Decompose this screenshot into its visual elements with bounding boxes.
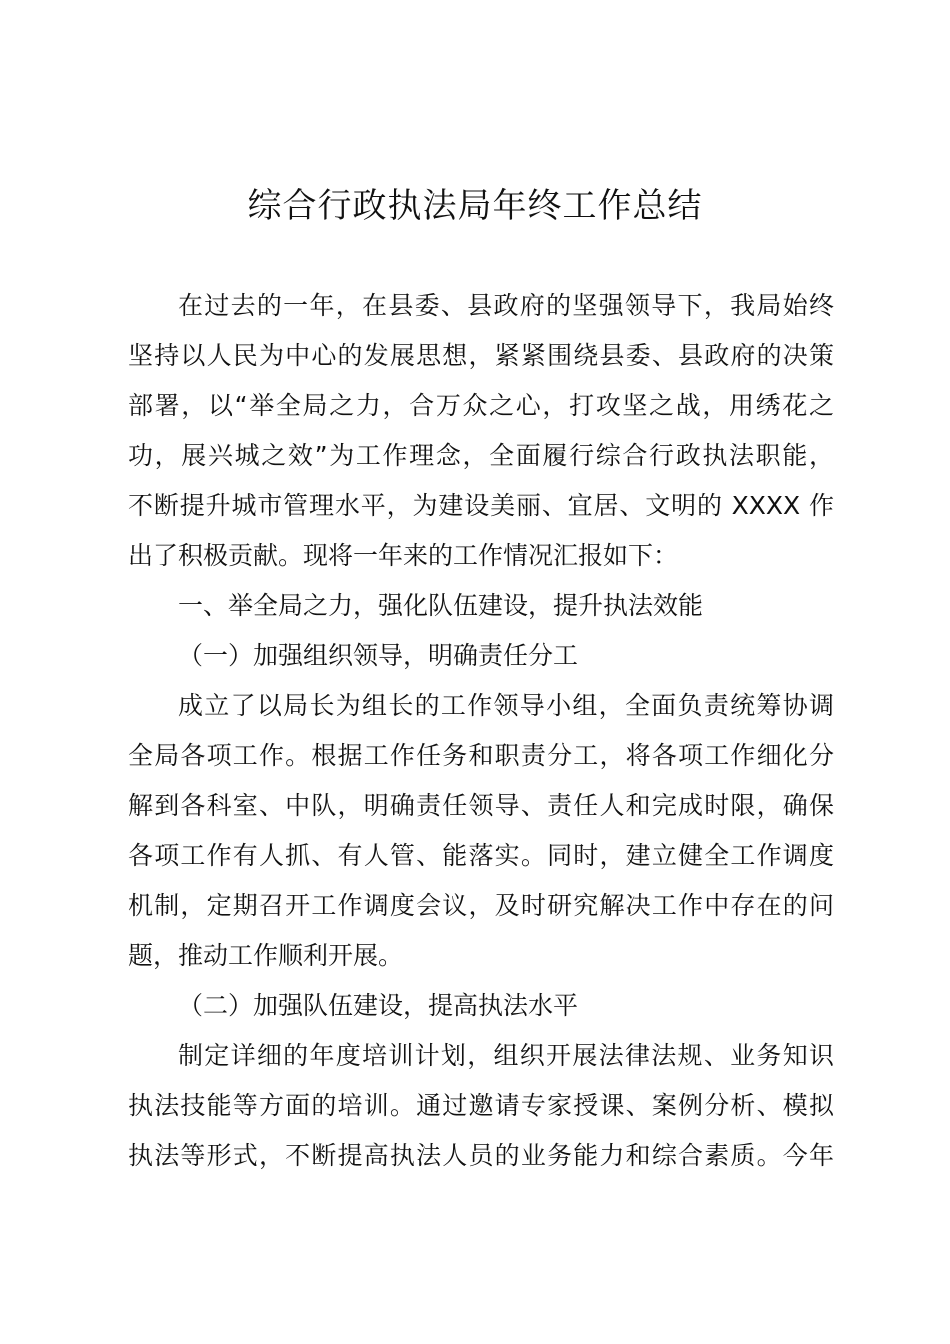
paragraph-line: 成立了以局长为组长的工作领导小组，全面负责统筹协调: [178, 691, 834, 720]
document-title: 综合行政执法局年终工作总结: [247, 186, 703, 226]
subsection-heading: （一）加强组织领导，明确责任分工: [178, 641, 579, 670]
paragraph-line: 出了积极贡献。现将一年来的工作情况汇报如下：: [128, 541, 679, 570]
paragraph-line: 解到各科室、中队，明确责任领导、责任人和完成时限，确保: [128, 791, 834, 820]
paragraph-line: 各项工作有人抓、有人管、能落实。同时，建立健全工作调度: [128, 841, 834, 870]
paragraph-line: 题，推动工作顺利开展。: [128, 941, 404, 970]
subsection-heading: （二）加强队伍建设，提高执法水平: [178, 991, 579, 1020]
paragraph-line: 制定详细的年度培训计划，组织开展法律法规、业务知识: [178, 1041, 834, 1070]
paragraph-line: 不断提升城市管理水平，为建设美丽、宜居、文明的 XXXX 作: [128, 491, 834, 520]
document-body: [128, 281, 834, 1181]
paragraph-line: 坚持以人民为中心的发展思想，紧紧围绕县委、县政府的决策: [128, 341, 834, 370]
paragraph-line: 功，展兴城之效”为工作理念，全面履行综合行政执法职能，: [128, 441, 834, 470]
paragraph-line: 机制，定期召开工作调度会议，及时研究解决工作中存在的问: [128, 891, 834, 920]
paragraph-line: 执法等形式，不断提高执法人员的业务能力和综合素质。今年: [128, 1141, 834, 1170]
paragraph-line: 部署，以“举全局之力，合万众之心，打攻坚之战，用绣花之: [128, 391, 834, 420]
paragraph-line: 在过去的一年，在县委、县政府的坚强领导下，我局始终: [178, 291, 834, 320]
paragraph-line: 全局各项工作。根据工作任务和职责分工，将各项工作细化分: [128, 741, 834, 770]
paragraph-line: 执法技能等方面的培训。通过邀请专家授课、案例分析、模拟: [128, 1091, 834, 1120]
section-heading: 一、举全局之力，强化队伍建设，提升执法效能: [178, 591, 704, 620]
